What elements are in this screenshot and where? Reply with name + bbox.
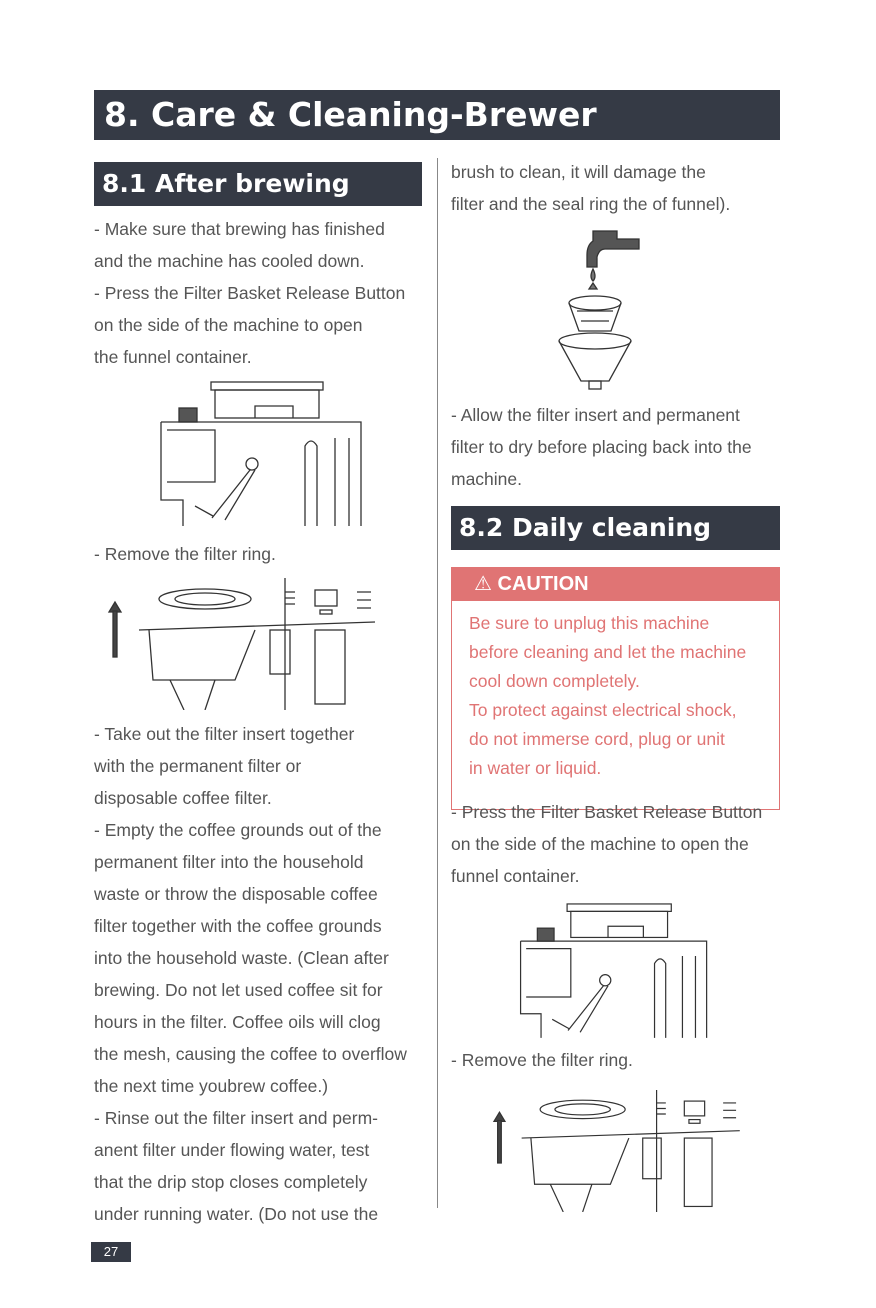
after-brewing-text-4 bbox=[451, 156, 730, 220]
text-line: - Rinse out the filter insert and perm- bbox=[94, 1108, 379, 1128]
caution-line: in water or liquid. bbox=[469, 758, 602, 778]
text-line: that the drip stop closes completely bbox=[94, 1172, 368, 1192]
column-divider bbox=[437, 158, 438, 1208]
warning-triangle-icon: ⚠ bbox=[474, 573, 492, 595]
text-line: with the permanent filter or bbox=[94, 756, 302, 776]
text-line: - Press the Filter Basket Release Button bbox=[94, 283, 406, 303]
text-line: filter and the seal ring the of funnel). bbox=[451, 194, 731, 214]
text-line: on the side of the machine to open bbox=[94, 315, 363, 335]
caution-line: cool down completely. bbox=[469, 671, 640, 691]
caution-line: To protect against electrical shock, bbox=[469, 700, 737, 720]
after-brewing-text-3 bbox=[94, 718, 407, 1230]
caution-label: CAUTION bbox=[497, 573, 589, 595]
text-line: - Empty the coffee grounds out of the bbox=[94, 820, 382, 840]
text-line: filter together with the coffee grounds bbox=[94, 916, 382, 936]
text-line: brewing. Do not let used coffee sit for bbox=[94, 980, 383, 1000]
after-brewing-text-2 bbox=[94, 538, 276, 570]
text-line: - Remove the filter ring. bbox=[94, 544, 276, 564]
text-line: into the household waste. (Clean after bbox=[94, 948, 389, 968]
page-number: 27 bbox=[91, 1242, 131, 1262]
machine-press-button-illustration bbox=[155, 378, 370, 528]
caution-line: do not immerse cord, plug or unit bbox=[469, 729, 725, 749]
text-line: the funnel container. bbox=[94, 347, 252, 367]
caution-header bbox=[452, 568, 779, 601]
remove-filter-ring-illustration bbox=[105, 578, 375, 710]
text-line: - Allow the filter insert and permanent bbox=[451, 405, 740, 425]
text-line: filter to dry before placing back into the bbox=[451, 437, 752, 457]
text-line: the next time youbrew coffee.) bbox=[94, 1076, 329, 1096]
after-brewing-text-1 bbox=[94, 213, 405, 373]
text-line: funnel container. bbox=[451, 866, 580, 886]
text-line: disposable coffee filter. bbox=[94, 788, 272, 808]
text-line: the mesh, causing the coffee to overflow bbox=[94, 1044, 407, 1064]
text-line: under running water. (Do not use the bbox=[94, 1204, 379, 1224]
text-line: on the side of the machine to open the bbox=[451, 834, 749, 854]
section-heading-after-brewing: 8.1 After brewing bbox=[94, 162, 422, 206]
rinse-under-tap-illustration bbox=[555, 225, 655, 393]
text-line: brush to clean, it will damage the bbox=[451, 162, 706, 182]
text-line: - Press the Filter Basket Release Button bbox=[451, 802, 763, 822]
machine-press-button-illustration-2 bbox=[515, 900, 715, 1040]
text-line: - Take out the filter insert together bbox=[94, 724, 355, 744]
text-line: - Remove the filter ring. bbox=[451, 1050, 633, 1070]
text-line: permanent filter into the household bbox=[94, 852, 364, 872]
text-line: - Make sure that brewing has finished bbox=[94, 219, 385, 239]
caution-box bbox=[451, 567, 780, 810]
page-title: 8. Care & Cleaning-Brewer bbox=[94, 90, 780, 140]
caution-text bbox=[452, 601, 779, 783]
text-line: waste or throw the disposable coffee bbox=[94, 884, 378, 904]
section-heading-daily-cleaning: 8.2 Daily cleaning bbox=[451, 506, 780, 550]
text-line: hours in the filter. Coffee oils will clog bbox=[94, 1012, 381, 1032]
caution-line: before cleaning and let the machine bbox=[469, 642, 747, 662]
after-brewing-text-5 bbox=[451, 399, 752, 495]
daily-cleaning-text-1 bbox=[451, 796, 762, 892]
text-line: and the machine has cooled down. bbox=[94, 251, 365, 271]
remove-filter-ring-illustration-2 bbox=[490, 1090, 740, 1212]
daily-cleaning-text-2 bbox=[451, 1044, 633, 1076]
text-line: anent filter under flowing water, test bbox=[94, 1140, 370, 1160]
caution-line: Be sure to unplug this machine bbox=[469, 613, 710, 633]
text-line: machine. bbox=[451, 469, 523, 489]
